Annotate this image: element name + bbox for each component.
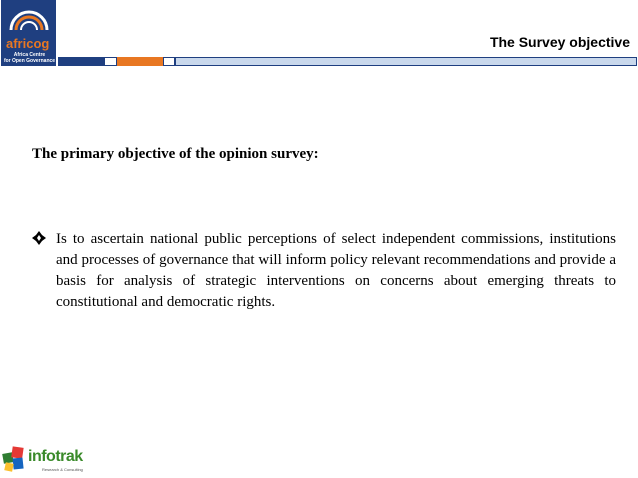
diamond-bullet-icon — [32, 231, 48, 247]
header-bar-blue-segment — [175, 57, 637, 66]
objective-heading: The primary objective of the opinion survey: — [32, 146, 319, 162]
infotrak-wordmark: infotrak — [28, 448, 83, 465]
header-bar-white-segment — [163, 57, 175, 66]
africog-subtitle-line2: for Open Governance — [3, 58, 56, 64]
africog-logo — [1, 0, 56, 66]
infotrak-tagline: Research & Consulting — [42, 467, 83, 472]
africog-subtitle-line1: Africa Centre — [13, 52, 46, 58]
africog-wordmark: africog — [6, 36, 50, 51]
slide-title: The Survey objective — [489, 34, 630, 50]
objective-bullet — [32, 229, 616, 313]
infotrak-logo — [2, 441, 84, 475]
africog-emblem-icon — [1, 0, 56, 52]
header-bar-orange-segment — [117, 57, 163, 66]
objective-bullet-text: Is to ascertain national public perceptions of select independent commissions, institutions and processes of governance that will inform policy relevant recommendations and provide a basis for analysis of strategic interventions on concerns about emerging threats to constitutional and democratic rights. — [56, 231, 616, 310]
infotrak-emblem-icon — [2, 443, 28, 473]
header-bar-navy-segment — [58, 57, 104, 66]
header-bar-white-segment — [104, 57, 117, 66]
